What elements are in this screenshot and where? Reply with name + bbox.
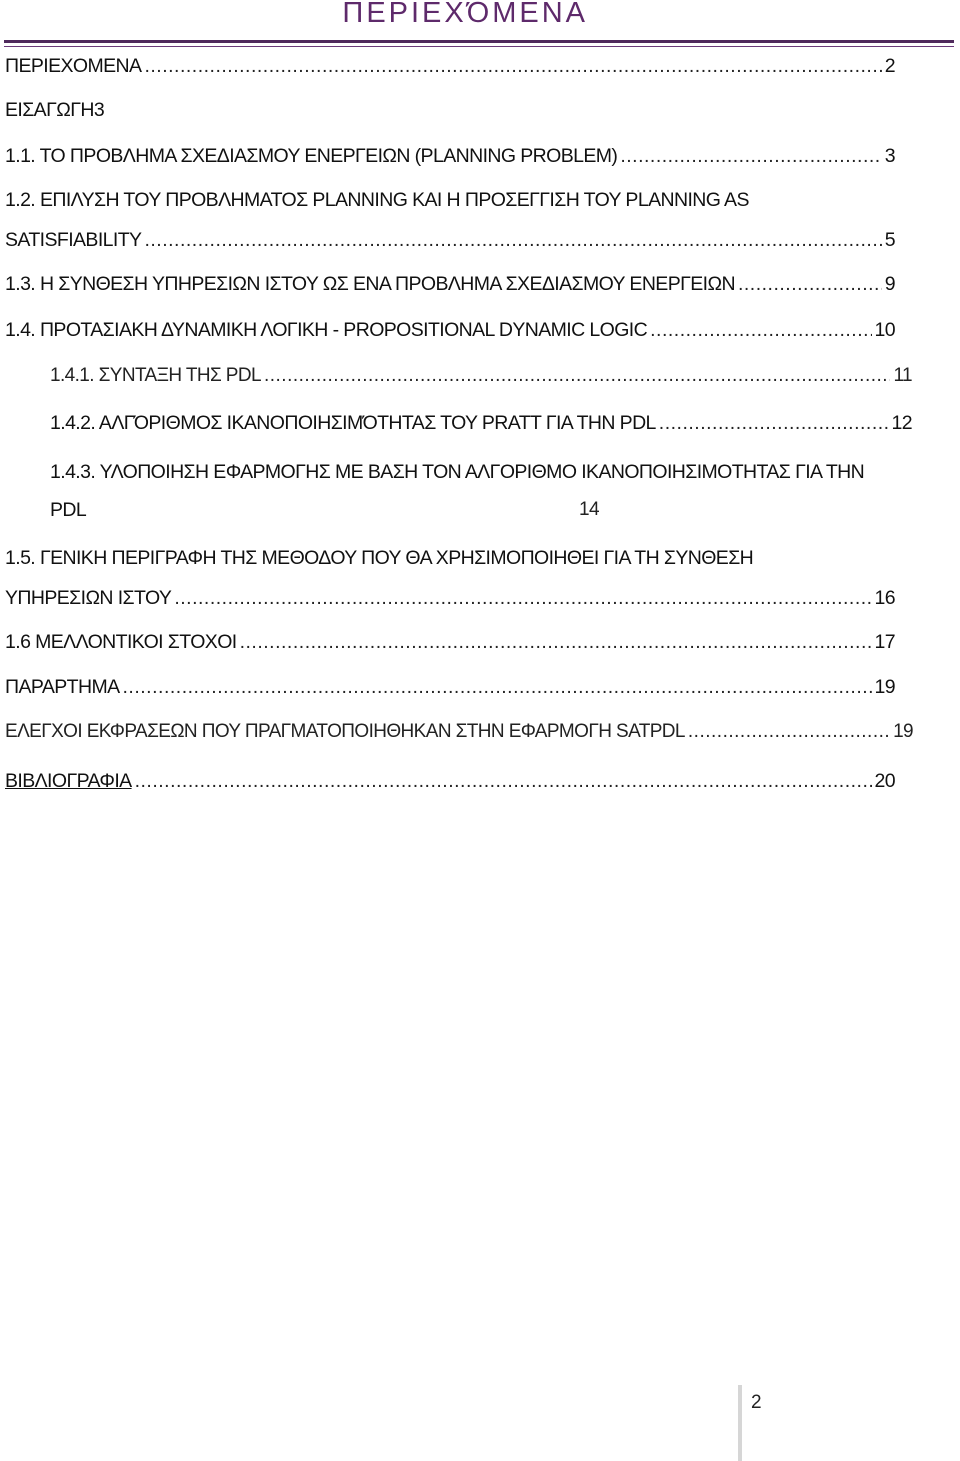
toc-label: ΥΠΗΡΕΣΙΩΝ ΙΣΤΟΥ (5, 587, 172, 609)
toc-page: 9 (884, 273, 895, 295)
toc-label: PDL (50, 499, 87, 521)
toc-entry-1-5[interactable] (5, 586, 895, 610)
toc-page-1-4-3: 14 (579, 499, 599, 520)
toc-leader (650, 318, 871, 342)
toc-entry-1-4-3-line1[interactable] (50, 460, 864, 484)
toc-entry-1-5-line1[interactable] (5, 546, 753, 570)
toc-entry-1-4[interactable] (5, 318, 895, 342)
page-number: 2 (751, 1392, 762, 1413)
toc-label: 1.2. ΕΠΙΛΥΣΗ ΤΟΥ ΠΡΟΒΛΗΜΑΤΟΣ PLANNING ΚΑΙ Η ΠΡΟΣΕΓΓΙΣΗ ΤΟΥ PLANNING AS (5, 189, 749, 211)
toc-entry-1-1[interactable] (5, 144, 895, 168)
toc-leader (240, 630, 872, 654)
toc-entry-1-6[interactable] (5, 630, 895, 654)
title-rule (4, 40, 954, 47)
toc-entry-bibliography[interactable] (5, 769, 895, 793)
toc-label: 1.4.2. ΑΛΓΌΡΙΘΜΟΣ ΙΚΑΝΟΠΟΙΗΣΙΜΌΤΗΤΑΣ ΤΟΥ PRATT ΓΙΑ ΤΗΝ PDL (50, 412, 656, 434)
toc-leader (659, 411, 889, 435)
toc-entry-1-2[interactable] (5, 228, 895, 252)
toc-entry-1-2-line1[interactable] (5, 188, 749, 212)
toc-leader (144, 228, 881, 252)
footer-divider (738, 1385, 742, 1461)
toc-leader (144, 54, 881, 78)
toc-leader (135, 769, 872, 793)
toc-page: 3 (884, 145, 895, 167)
toc-entry-1-4-1[interactable] (50, 364, 912, 388)
toc-label: SATISFIABILITY (5, 229, 142, 251)
toc-label: ΠΑΡΑΡΤΗΜΑ (5, 676, 120, 698)
toc-label: 1.1. ΤΟ ΠΡΟΒΛΗΜΑ ΣΧΕΔΙΑΣΜΟΥ ΕΝΕΡΓΕΙΩΝ (PLANNING PROBLEM) (5, 145, 618, 167)
toc-page: 5 (884, 229, 895, 251)
toc-label: ΕΙΣΑΓΩΓΗ3 (5, 99, 105, 121)
toc-leader (738, 272, 882, 296)
toc-page: 16 (874, 587, 895, 609)
toc-entry-intro[interactable] (5, 98, 104, 122)
toc-label: ΠΕΡΙΕΧΟΜΕΝΑ (5, 55, 142, 77)
toc-leader (688, 720, 890, 744)
toc-label: 1.6 ΜΕΛΛΟΝΤΙΚΟΙ ΣΤΟΧΟΙ (5, 631, 237, 653)
toc-entry-1-4-2[interactable] (50, 411, 912, 435)
toc-label: 1.3. Η ΣΥΝΘΕΣΗ ΥΠΗΡΕΣΙΩΝ ΙΣΤΟΥ ΩΣ ΕΝΑ ΠΡΟΒΛΗΜΑ ΣΧΕΔΙΑΣΜΟΥ ΕΝΕΡΓΕΙΩΝ (5, 273, 735, 295)
toc-leader (264, 364, 891, 388)
toc-label: 1.4.3. ΥΛΟΠΟΙΗΣΗ ΕΦΑΡΜΟΓΗΣ ΜΕ ΒΑΣΗ ΤΟΝ ΑΛΓΟΡΙΘΜΟ ΙΚΑΝΟΠΟΙΗΣΙΜΟΤΗΤΑΣ ΓΙΑ ΤΗΝ (50, 461, 865, 483)
toc-page: 19 (893, 721, 913, 742)
toc-label: 1.5. ΓΕΝΙΚΗ ΠΕΡΙΓΡΑΦΗ ΤΗΣ ΜΕΘΟΔΟΥ ΠΟΥ ΘΑ ΧΡΗΣΙΜΟΠΟΙΗΘΕΙ ΓΙΑ ΤΗ ΣΥΝΘΕΣΗ (5, 547, 754, 569)
toc-entry-1-4-3-line2[interactable] (50, 498, 86, 522)
toc-page: 11 (893, 365, 912, 386)
toc-page: 12 (891, 412, 912, 434)
toc-entry-1-3[interactable] (5, 272, 895, 296)
toc-entry-contents[interactable] (5, 54, 895, 78)
toc-leader (620, 144, 881, 168)
toc-page: 17 (874, 631, 895, 653)
toc-label: 1.4. ΠΡΟΤΑΣΙΑΚΗ ΔΥΝΑΜΙΚΗ ΛΟΓΙΚΗ - PROPOSITIONAL DYNAMIC LOGIC (5, 319, 648, 341)
toc-page: 20 (874, 770, 895, 792)
toc-page: 19 (874, 676, 895, 698)
toc-page: 10 (874, 319, 895, 341)
toc-page: 2 (884, 55, 895, 77)
toc-entry-appendix[interactable] (5, 675, 895, 699)
toc-label: 1.4.1. ΣΥΝΤΑΞΗ ΤΗΣ PDL (50, 365, 261, 386)
toc-leader (174, 586, 871, 610)
toc-leader (123, 675, 872, 699)
toc-label: ΒΙΒΛΙΟΓΡΑΦΙΑ (5, 770, 132, 792)
page-title: ΠΕΡΙΕΧΌΜΕΝΑ (342, 0, 588, 29)
toc-entry-checks[interactable] (5, 720, 913, 744)
toc-label: ΕΛΕΓΧΟΙ ΕΚΦΡΑΣΕΩΝ ΠΟΥ ΠΡΑΓΜΑΤΟΠΟΙΗΘΗΚΑΝ ΣΤΗΝ ΕΦΑΡΜΟΓΗ SATPDL (5, 721, 685, 742)
